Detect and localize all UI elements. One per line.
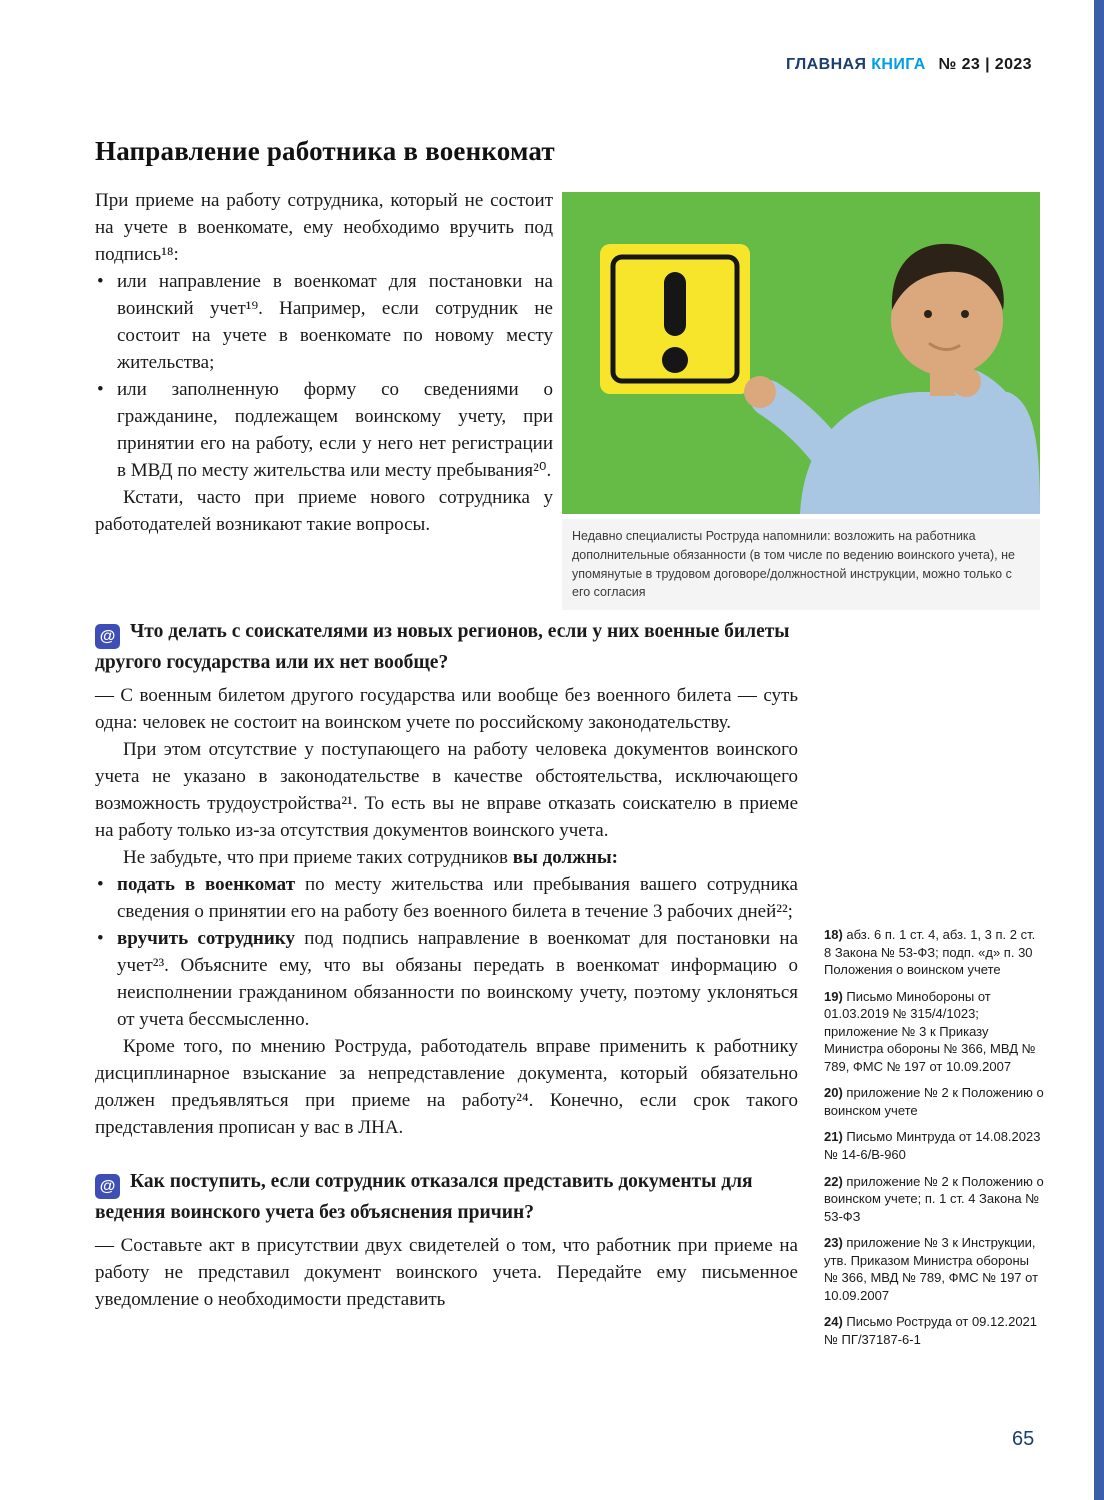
list-item (95, 926, 798, 1034)
footnote (824, 1234, 1044, 1304)
qa-section (95, 618, 798, 1314)
footnotes-sidebar (824, 926, 1044, 1357)
footnote-text: Письмо Роструда от 09.12.2021 № ПГ/37187-6-1 (824, 1314, 1038, 1347)
list-item (95, 377, 553, 485)
intro-column (95, 188, 553, 539)
answer-1-paragraph: При этом отсутствие у поступающего на работу человека документов воинского учета не указано в законодательстве в качестве обстоятельства, исключающего возможность трудоустройства²¹. То есть вы не вправе отказать соискателю в приеме на работу только из-за отсутствия документов воинского учета. (95, 739, 798, 842)
photo-illustration (562, 192, 1040, 514)
bullet-marker: • (97, 928, 104, 950)
list-item (95, 872, 798, 926)
man-eye-left (924, 310, 932, 318)
brand-word-2: КНИГА (871, 56, 926, 73)
article-title: Направление работника в военкомат (95, 136, 555, 166)
question-2 (95, 1168, 798, 1226)
footnote-text: Письмо Минобороны от 01.03.2019 № 315/4/1023; приложение № 3 к Приказу Министра обороны № 366, МВД № 789, ФМС № 197 от 10.09.2007 (824, 988, 1036, 1074)
exclamation-sign (600, 244, 750, 394)
list-item-text: или заполненную форму со сведениями о гражданине, подлежащем воинскому учету, при принятии его на работу, если у него нет регистрации в МВД по месту жительства или месту пребывания²⁰. (117, 378, 553, 481)
footnote (824, 1084, 1044, 1119)
footnote (824, 1173, 1044, 1226)
footnote-text: абз. 6 п. 1 ст. 4, абз. 1, 3 п. 2 ст. 8 Закона № 53-ФЗ; подп. «д» п. 30 Положения о воинском учете (824, 927, 1036, 978)
question-2-text: Как поступить, если сотрудник отказался представить документы для ведения воинского учета без объяснения причин? (95, 1170, 753, 1223)
article-photo (562, 192, 1040, 514)
footnote (824, 988, 1044, 1076)
answer-2-paragraph: — Составьте акт в присутствии двух свидетелей о том, что работник при приеме на работу не представил документ воинского учета. Передайте ему письменное уведомление о необходимости представить (95, 1235, 798, 1310)
bullet-marker: • (97, 270, 104, 292)
at-icon: @ (95, 1174, 120, 1199)
list-item (95, 269, 553, 377)
footnote-number: 24) (824, 1314, 843, 1330)
man-eye-right (961, 310, 969, 318)
issue-number: № 23 | 2023 (938, 56, 1032, 73)
brand-word-1: ГЛАВНАЯ (785, 56, 867, 73)
footnote-text: Письмо Минтруда от 14.08.2023 № 14-6/В-960 (824, 1129, 1041, 1163)
list-item-text: под подпись направление в военкомат для постановки на учет²³. Объясните ему, что вы обязаны передать в военкомат информацию о неисполнении гражданином обязанности по воинскому учету, поэтому уклоняться от учета бессмысленно. (117, 928, 799, 1030)
exclamation-mark-icon (662, 272, 688, 373)
question-1 (95, 618, 798, 676)
footnote-text: приложение № 3 к Инструкции, утв. Приказом Министра обороны № 366, МВД № 789, ФМС № 197 от 10.09.2007 (824, 1235, 1039, 1303)
list-item-bold-text: вручить сотруднику (117, 928, 295, 950)
footnote-number: 22) (824, 1173, 843, 1189)
question-1-text: Что делать с соискателями из новых регионов, если у них военные билеты другого государства или их нет вообще? (95, 621, 790, 673)
footnote (824, 1128, 1044, 1163)
footnote-number: 19) (824, 988, 843, 1004)
page-number: 65 (1012, 1428, 1035, 1450)
bullet-marker: • (97, 378, 104, 400)
man-hand-at-chin (951, 367, 981, 397)
footnote-text: приложение № 2 к Положению о воинском учете; п. 1 ст. 4 Закона № 53-ФЗ (824, 1173, 1044, 1224)
footnote-text: приложение № 2 к Положению о воинском учете (824, 1085, 1044, 1118)
page-edge-bar (1094, 0, 1104, 1500)
masthead (786, 56, 1032, 74)
paragraph-bold-text: вы должны: (512, 847, 618, 869)
list-item-bold-text: подать в военкомат (117, 874, 296, 896)
footnote-number: 23) (824, 1235, 843, 1251)
man-hand-on-sign (744, 376, 776, 408)
photo-caption: Недавно специалисты Роструда напомнили: возложить на работника дополнительные обязанности (в том числе по ведению воинского учета), не упомянутые в трудовом договоре/должностной инструкции, можно только с его согласия (562, 519, 1040, 610)
list-item-text: по месту жительства или пребывания вашего сотрудника сведения о принятии его на работу без военного билета в течение 3 рабочих дней²²; (117, 874, 798, 923)
at-icon: @ (95, 624, 120, 649)
intro-closing-paragraph: Кстати, часто при приеме нового сотрудника у работодателей возникают такие вопросы. (95, 486, 553, 535)
footnote (824, 1313, 1044, 1348)
footnote-number: 18) (824, 927, 843, 942)
footnote-number: 21) (824, 1129, 843, 1145)
footnote-number: 20) (824, 1085, 843, 1101)
footnote (824, 926, 1044, 979)
bullet-marker: • (97, 874, 104, 896)
answer-1-paragraph (95, 845, 798, 872)
answer-1-paragraph: Кроме того, по мнению Роструда, работодатель вправе применить к работнику дисциплинарное взыскание за непредставление документа, который обязательно должен предъявляться при приеме на работу²⁴. Конечно, если срок такого представления прописан у вас в ЛНА. (95, 1035, 798, 1138)
list-item-text: или направление в военкомат для постановки на воинский учет¹⁹. Например, если сотрудник не состоит на учете в военкомате по новому месту жительства; (117, 270, 553, 373)
answer-1-paragraph: — С военным билетом другого государства или вообще без военного билета — суть одна: человек не состоит на воинском учете по российскому законодательству. (95, 685, 798, 734)
paragraph-text: Не забудьте, что при приеме таких сотрудников (123, 847, 513, 869)
intro-paragraph: При приеме на работу сотрудника, который не состоит на учете в военкомате, ему необходимо вручить под подпись¹⁸: (95, 190, 553, 265)
